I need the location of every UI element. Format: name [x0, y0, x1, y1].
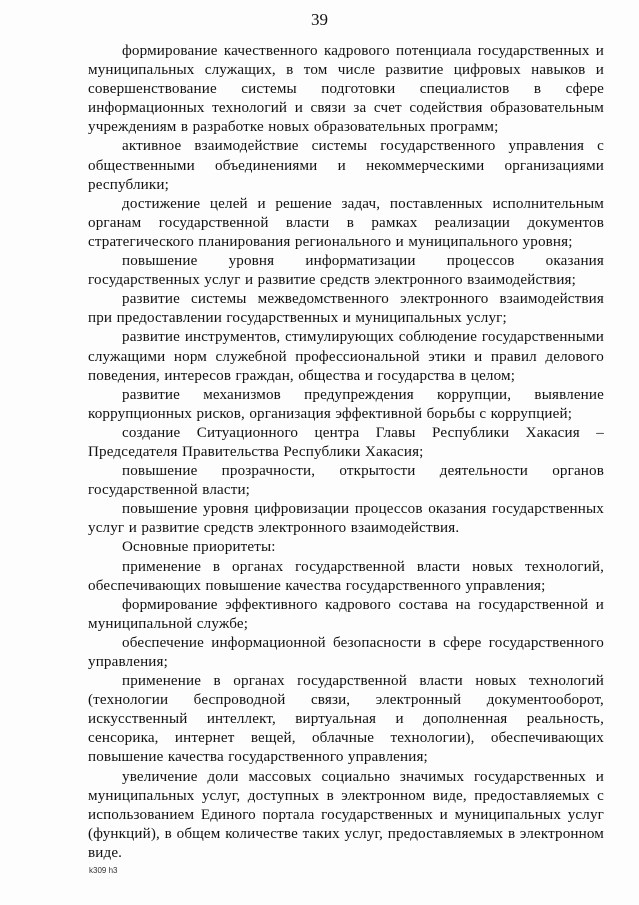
paragraph: формирование качественного кадрового потенциала государственных и муниципальных служащих, в том числе развитие цифровых навыков и совершенствование системы подготовки специалистов в сфере информационных технологий и связи за счет содействия образовательным учреждениям в разработке новых образовательных программ; [88, 43, 604, 136]
paragraph: развитие системы межведомственного электронного взаимодействия при предоставлении государственных и муниципальных услуг; [88, 291, 604, 327]
paragraph: увеличение доли массовых социально значимых государственных и муниципальных услуг, доступных в электронном виде, предоставляемых с использованием Единого портала государственных и муниципальных услуг (функций), в общем количестве таких услуг, предоставляемых в электронном виде. [88, 768, 604, 861]
document-body [88, 42, 604, 863]
page-number: 39 [311, 10, 328, 29]
paragraph: применение в органах государственной власти новых технологий, обеспечивающих повышение качества государственного управления; [88, 558, 604, 594]
paragraph: формирование эффективного кадрового состава на государственной и муниципальной службе; [88, 596, 604, 632]
paragraph: повышение уровня информатизации процессов оказания государственных услуг и развитие средств электронного взаимодействия; [88, 253, 604, 289]
paragraph: создание Ситуационного центра Главы Республики Хакасия – Председателя Правительства Республики Хакасия; [88, 424, 604, 460]
paragraph: обеспечение информационной безопасности в сфере государственного управления; [88, 634, 604, 670]
paragraph: развитие механизмов предупреждения коррупции, выявление коррупционных рисков, организация эффективной борьбы с коррупцией; [88, 386, 604, 422]
section-heading: Основные приоритеты: [122, 539, 276, 556]
paragraph: повышение прозрачности, открытости деятельности органов государственной власти; [88, 463, 604, 499]
paragraph: повышение уровня цифровизации процессов оказания государственных услуг и развитие средств электронного взаимодействия. [88, 501, 604, 537]
paragraph: активное взаимодействие системы государственного управления с общественными объединениями и некоммерческими организациями республики; [88, 138, 604, 193]
footer-code: k309 h3 [89, 866, 118, 875]
paragraph: развитие инструментов, стимулирующих соблюдение государственными служащими норм служебной профессиональной этики и правил делового поведения, интересов граждан, общества и государства в целом; [88, 329, 604, 384]
paragraph: достижение целей и решение задач, поставленных исполнительным органам государственной власти в рамках реализации документов стратегического планирования регионального и муниципального уровня; [88, 195, 604, 250]
paragraph: применение в органах государственной власти новых технологий (технологии беспроводной связи, электронный документооборот, искусственный интеллект, виртуальная и дополненная реальность, сенсорика, интернет вещей, облачные технологии), обеспечивающих повышение качества государственного управления; [88, 673, 604, 766]
